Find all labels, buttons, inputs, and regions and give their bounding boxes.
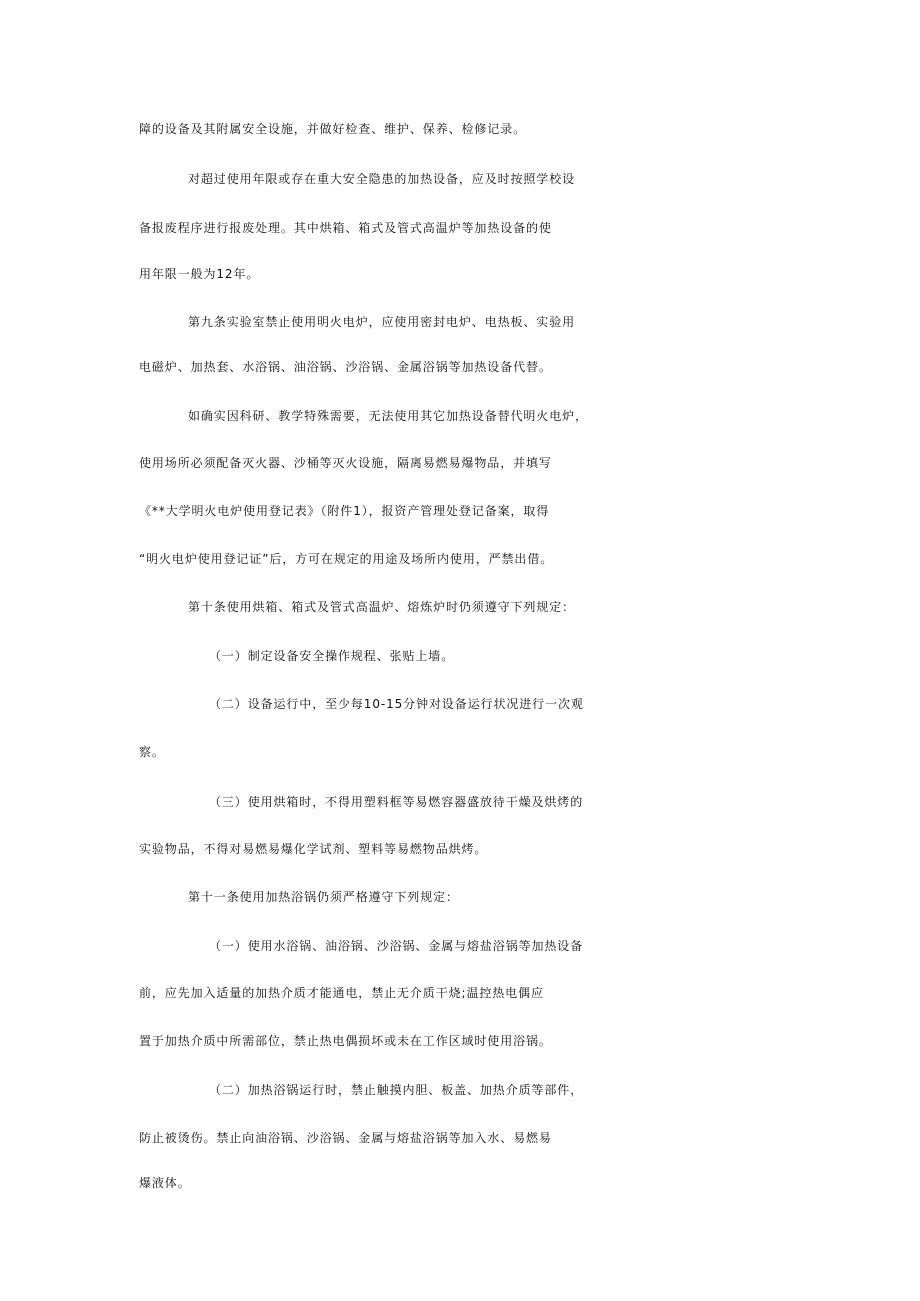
text-line: 第九条实验室禁止使用明火电炉，应使用密封电炉、电热板、实验用 bbox=[188, 315, 576, 329]
text-line: 电磁炉、加热套、水浴锅、油浴锅、沙浴锅、金属浴锅等加热设备代替。 bbox=[139, 360, 552, 374]
text-line: 第十一条使用加热浴锅仍须严格遵守下列规定： bbox=[188, 890, 459, 904]
text-line: 防止被烫伤。禁止向油浴锅、沙浴锅、金属与熔盐浴锅等加入水、易燃易 bbox=[139, 1131, 552, 1145]
text-line: “明火电炉使用登记证”后，方可在规定的用途及场所内使用，严禁出借。 bbox=[139, 552, 554, 566]
text-line: 爆液体。 bbox=[139, 1176, 191, 1190]
text-line: 置于加热介质中所需部位，禁止热电偶损坏或未在工作区域时使用浴锅。 bbox=[139, 1034, 552, 1048]
text-line: 用年限一般为12年。 bbox=[139, 267, 260, 281]
text-line: （三）使用烘箱时，不得用塑料框等易燃容器盛放待干燥及烘烤的 bbox=[209, 795, 584, 809]
text-line: 使用场所必须配备灭火器、沙桶等灭火设施，隔离易燃易爆物品，并填写 bbox=[139, 456, 552, 470]
text-line: 对超过使用年限或存在重大安全隐患的加热设备，应及时按照学校设 bbox=[188, 172, 576, 186]
text-line: 实验物品，不得对易燃易爆化学试剂、塑料等易燃物品烘烤。 bbox=[139, 842, 488, 856]
text-line: 如确实因科研、教学特殊需要，无法使用其它加热设备替代明火电炉， bbox=[188, 409, 588, 423]
text-line: 备报废程序进行报废处理。其中烘箱、箱式及管式高温炉等加热设备的使 bbox=[139, 221, 552, 235]
text-line: （二）设备运行中，至少每10-15分钟对设备运行状况进行一次观 bbox=[209, 697, 584, 711]
text-line: 障的设备及其附属安全设施，并做好检查、维护、保养、检修记录。 bbox=[139, 122, 527, 136]
text-line: （一）使用水浴锅、油浴锅、沙浴锅、金属与熔盐浴锅等加热设备 bbox=[209, 939, 584, 953]
text-line: 察。 bbox=[139, 745, 165, 759]
text-line: （一）制定设备安全操作规程、张贴上墙。 bbox=[209, 649, 455, 663]
text-line: 第十条使用烘箱、箱式及管式高温炉、熔炼炉时仍须遵守下列规定： bbox=[188, 600, 576, 614]
text-line: 前，应先加入适量的加热介质才能通电，禁止无介质干烧;温控热电偶应 bbox=[139, 986, 544, 1000]
text-line: 《**大学明火电炉使用登记表》（附件1），报资产管理处登记备案，取得 bbox=[139, 504, 550, 518]
text-line: （二）加热浴锅运行时，禁止触摸内胆、板盖、加热介质等部件， bbox=[209, 1083, 584, 1097]
